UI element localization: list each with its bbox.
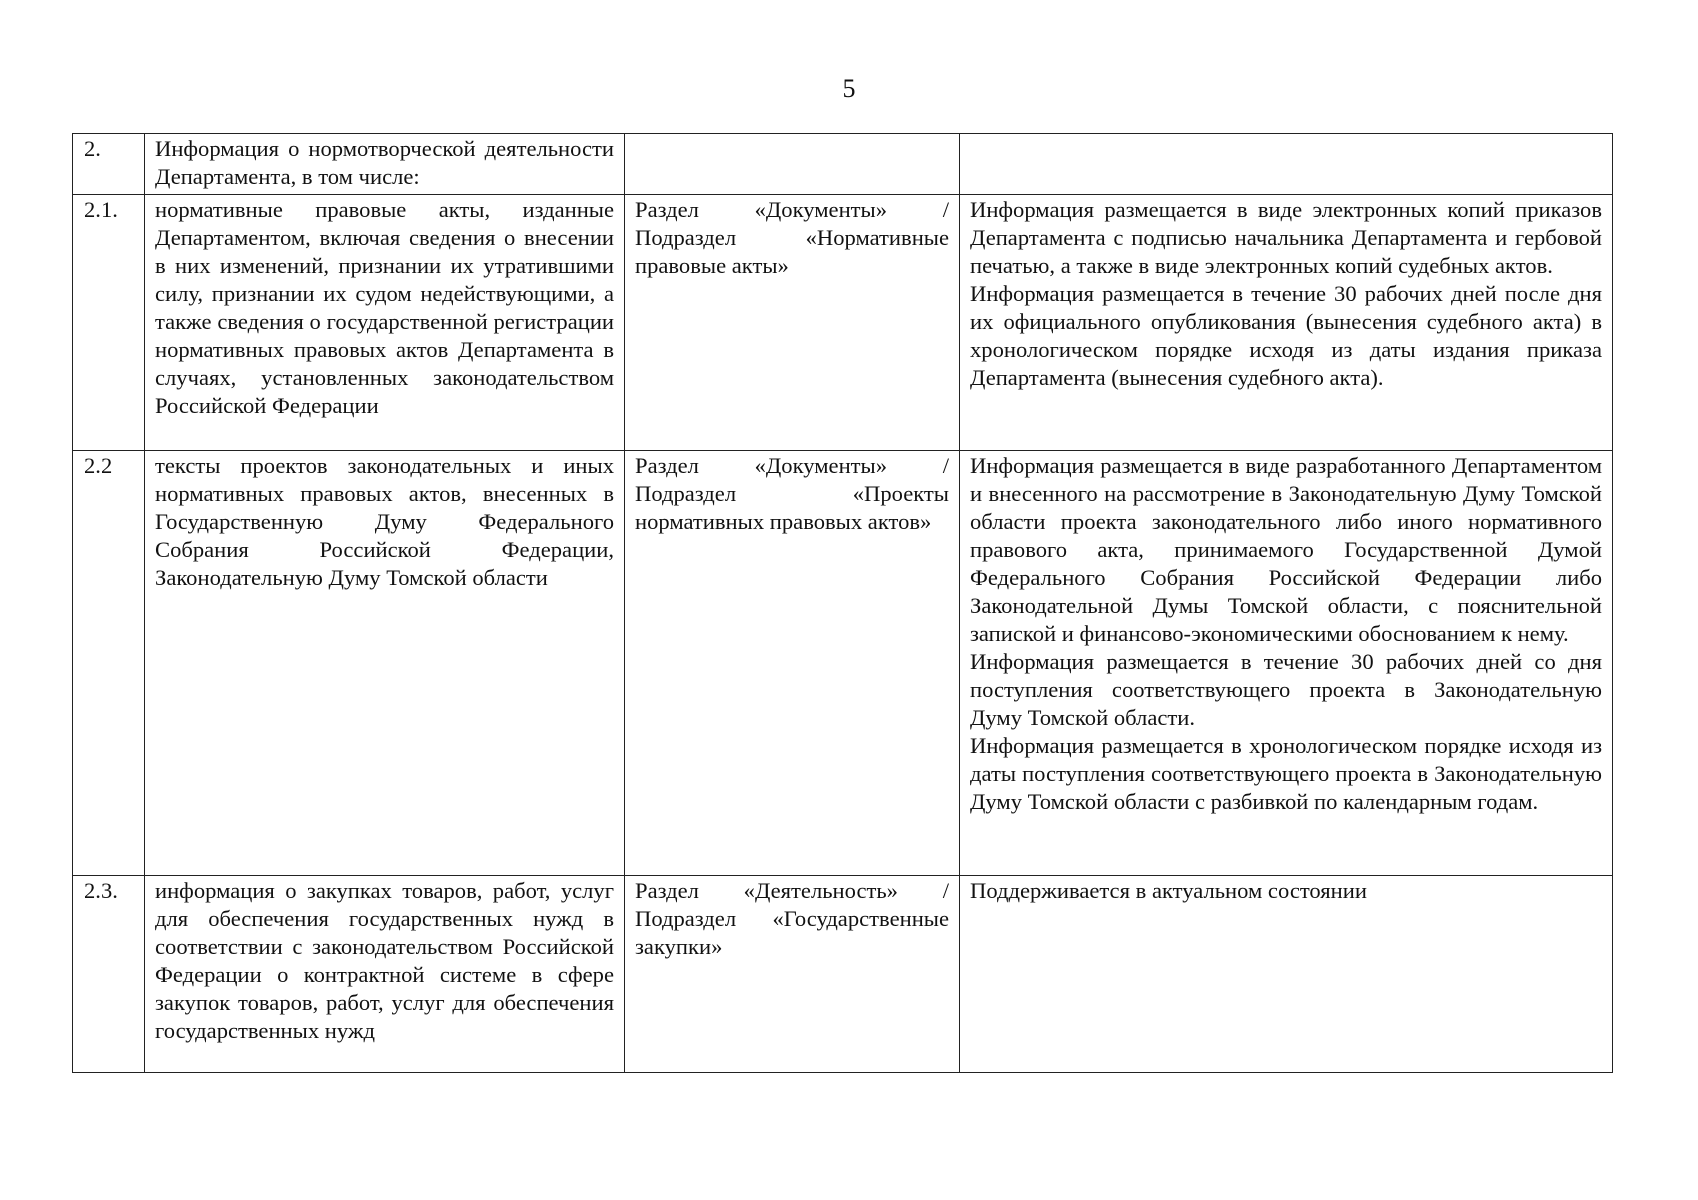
row-notes — [960, 451, 1613, 876]
row-description: тексты проектов законодательных и иных нормативных правовых актов, внесенных в Государственную Думу Федерального Собрания Российской Федерации, Законодательную Думу Томской области — [145, 451, 625, 876]
info-table — [72, 133, 1613, 1073]
row-notes — [960, 134, 1613, 195]
note-paragraph: Поддерживается в актуальном состоянии — [970, 878, 1367, 903]
table-row — [73, 195, 1613, 451]
note-paragraph: Информация размещается в течение 30 рабочих дней со дня поступления соответствующего проекта в Законодательную Думу Томской области. — [970, 649, 1602, 730]
page-number: 5 — [842, 74, 856, 103]
row-location — [625, 134, 960, 195]
row-notes — [960, 195, 1613, 451]
row-description: нормативные правовые акты, изданные Департаментом, включая сведения о внесении в них изменений, признании их утратившими силу, признании их судом недействующими, а также сведения о государственной регистрации нормативных правовых актов Департамента в случаях, установленных законодательством Российской Федерации — [145, 195, 625, 451]
row-number: 2.3. — [73, 876, 145, 1073]
row-location: Раздел «Деятельность» / Подраздел «Государственные закупки» — [625, 876, 960, 1073]
note-paragraph: Информация размещается в хронологическом порядке исходя из даты поступления соответствующего проекта в Законодательную Думу Томской области с разбивкой по календарным годам. — [970, 733, 1602, 814]
table-row — [73, 134, 1613, 195]
row-number: 2.1. — [73, 195, 145, 451]
note-paragraph: Информация размещается в течение 30 рабочих дней после дня их официального опубликования (вынесения судебного акта) в хронологическом порядке исходя из даты издания приказа Департамента (вынесения судебного акта). — [970, 281, 1602, 390]
row-notes — [960, 876, 1613, 1073]
table-row — [73, 451, 1613, 876]
row-number: 2. — [73, 134, 145, 195]
row-number: 2.2 — [73, 451, 145, 876]
row-location: Раздел «Документы» / Подраздел «Нормативные правовые акты» — [625, 195, 960, 451]
note-paragraph: Информация размещается в виде разработанного Департаментом и внесенного на рассмотрение в Законодательную Думу Томской области проекта законодательного либо иного нормативного правового акта, принимаемого Государственной Думой Федерального Собрания Российской Федерации либо Законодательной Думы Томской области, с пояснительной запиской и финансово-экономическими обоснованием к нему. — [970, 453, 1602, 646]
row-description: информация о закупках товаров, работ, услуг для обеспечения государственных нужд в соответствии с законодательством Российской Федерации о контрактной системе в сфере закупок товаров, работ, услуг для обеспечения государственных нужд — [145, 876, 625, 1073]
row-description: Информация о нормотворческой деятельности Департамента, в том числе: — [145, 134, 625, 195]
table-row — [73, 876, 1613, 1073]
note-paragraph: Информация размещается в виде электронных копий приказов Департамента с подписью начальника Департамента и гербовой печатью, а также в виде электронных копий судебных актов. — [970, 197, 1602, 278]
row-location: Раздел «Документы» / Подраздел «Проекты нормативных правовых актов» — [625, 451, 960, 876]
